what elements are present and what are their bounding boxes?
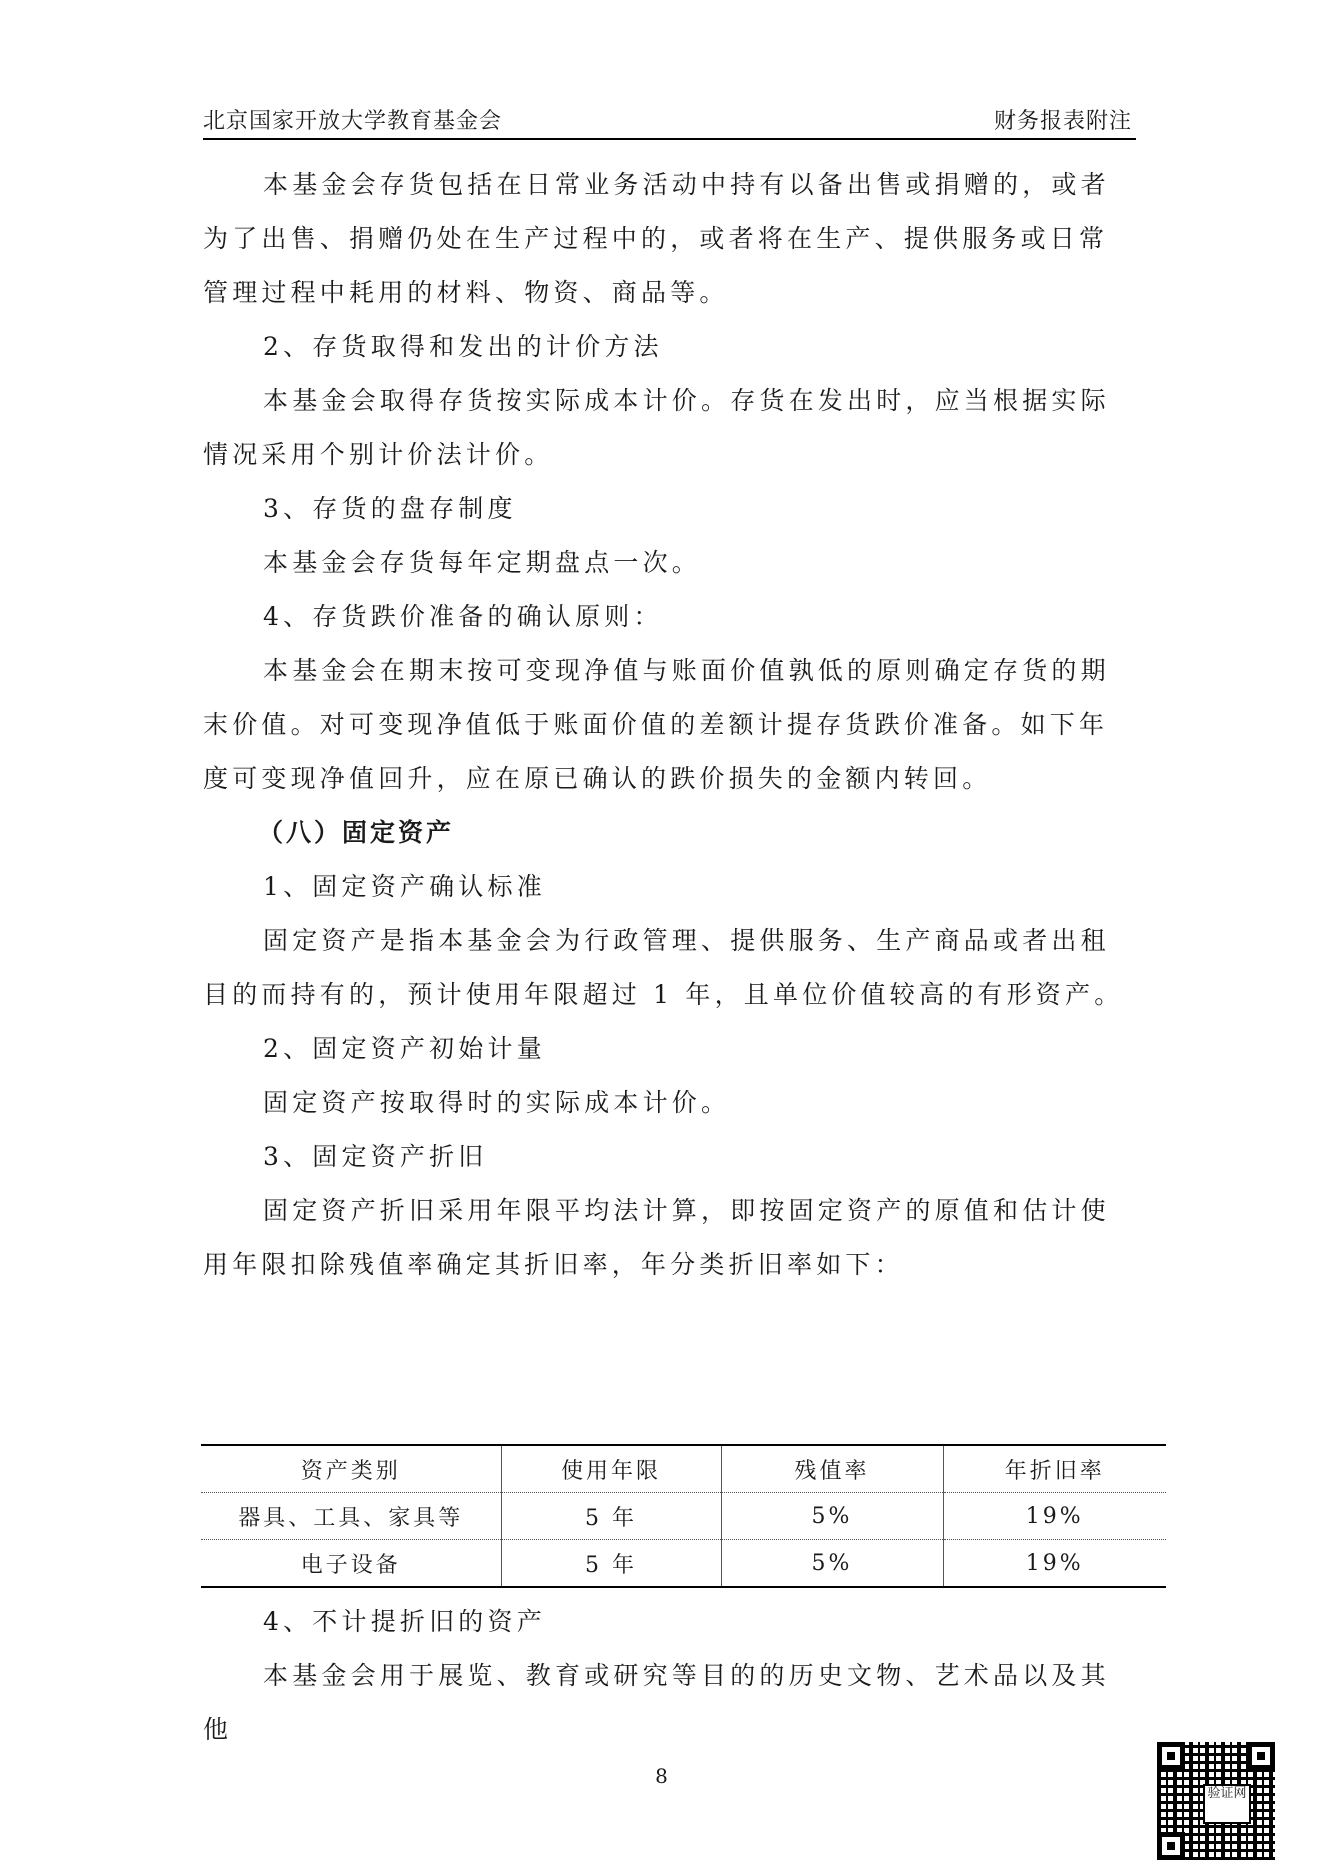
paragraph-fixed-asset-depreciation: 固定资产折旧采用年限平均法计算，即按固定资产的原值和估计使用年限扣除残值率确定其折旧率，年分类折旧率如下： (203, 1196, 1110, 1279)
table-cell: 电子设备 (201, 1540, 501, 1588)
document-section-title: 财务报表附注 (993, 109, 1132, 134)
verification-qr-code[interactable] (1157, 1742, 1275, 1860)
column-header: 使用年限 (501, 1445, 721, 1493)
table-row (201, 1540, 1166, 1588)
table-cell: 19% (1025, 1503, 1084, 1529)
table-cell: 器具、工具、家具等 (201, 1493, 501, 1540)
paragraph-inventory-valuation: 本基金会取得存货按实际成本计价。存货在发出时，应当根据实际情况采用个别计价法计价。 (203, 386, 1110, 469)
section-heading-fixed-assets: （八）固定资产 (258, 818, 455, 847)
page-header (203, 104, 1136, 140)
body-text-lower (203, 1595, 1136, 1757)
heading-non-depreciable-assets: 4、不计提折旧的资产 (263, 1607, 546, 1636)
column-header: 残值率 (721, 1445, 943, 1493)
depreciation-rate-table (201, 1444, 1166, 1588)
paragraph-inventory-count-system: 本基金会存货每年定期盘点一次。 (263, 548, 702, 577)
heading-inventory-impairment: 4、存货跌价准备的确认原则： (263, 602, 663, 631)
heading-inventory-valuation: 2、存货取得和发出的计价方法 (263, 332, 663, 361)
column-header: 年折旧率 (943, 1445, 1166, 1493)
column-header: 资产类别 (201, 1445, 501, 1493)
paragraph-fixed-asset-initial-measurement: 固定资产按取得时的实际成本计价。 (263, 1088, 731, 1117)
heading-fixed-asset-recognition: 1、固定资产确认标准 (263, 872, 546, 901)
qr-verification-stamp: 验证网 (1203, 1784, 1251, 1824)
qr-finder-pattern (1247, 1742, 1275, 1770)
paragraph-inventory-definition: 本基金会存货包括在日常业务活动中持有以备出售或捐赠的，或者为了出售、捐赠仍处在生产过程中的，或者将在生产、提供服务或日常管理过程中耗用的材料、物资、商品等。 (203, 170, 1110, 307)
page-number: 8 (655, 1764, 668, 1788)
table-cell: 5% (721, 1493, 943, 1540)
table-cell: 19% (943, 1540, 1166, 1588)
paragraph-inventory-impairment: 本基金会在期末按可变现净值与账面价值孰低的原则确定存货的期末价值。对可变现净值低于账面价值的差额计提存货跌价准备。如下年度可变现净值回升，应在原已确认的跌价损失的金额内转回。 (203, 656, 1110, 793)
paragraph-fixed-asset-recognition: 固定资产是指本基金会为行政管理、提供服务、生产商品或者出租目的而持有的，预计使用年限超过 1 年，且单位价值较高的有形资产。 (203, 926, 1124, 1009)
qr-finder-pattern (1157, 1742, 1185, 1770)
heading-inventory-count-system: 3、存货的盘存制度 (263, 494, 517, 523)
heading-fixed-asset-initial-measurement: 2、固定资产初始计量 (263, 1034, 546, 1063)
table-header-row (201, 1445, 1166, 1493)
table-row (201, 1493, 1166, 1540)
table-cell: 5 年 (501, 1493, 721, 1540)
table-cell: 5% (721, 1540, 943, 1588)
organization-name: 北京国家开放大学教育基金会 (203, 109, 503, 134)
body-text-upper (203, 158, 1136, 1292)
heading-fixed-asset-depreciation: 3、固定资产折旧 (263, 1142, 488, 1171)
paragraph-non-depreciable-assets: 本基金会用于展览、教育或研究等目的的历史文物、艺术品以及其他 (203, 1661, 1110, 1744)
qr-finder-pattern (1157, 1832, 1185, 1860)
table-cell: 5 年 (501, 1540, 721, 1588)
